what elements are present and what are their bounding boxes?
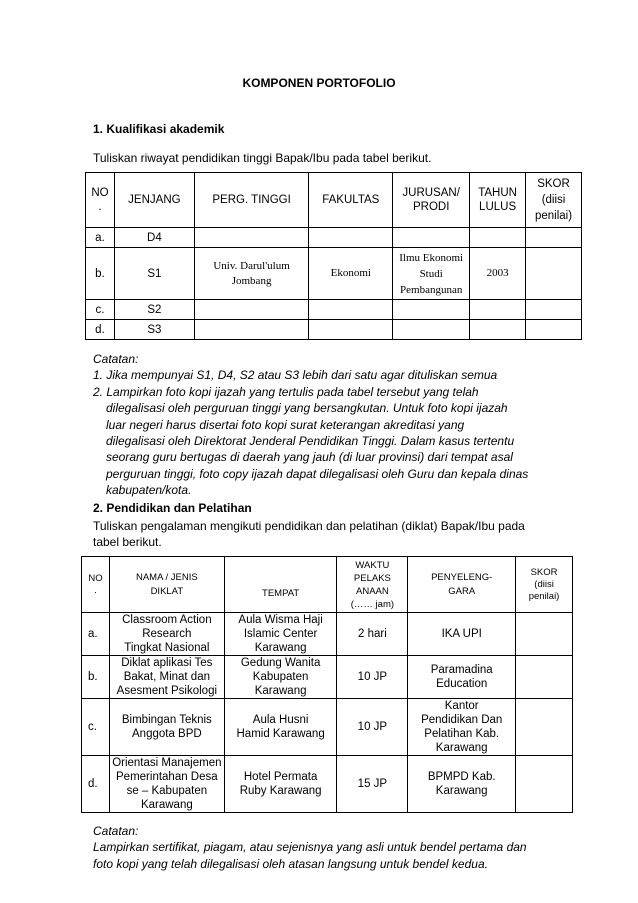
header-tempat: TEMPAT	[224, 557, 337, 613]
cell-fakultas	[309, 300, 393, 320]
cell-no: d.	[82, 756, 110, 813]
cell-penyelenggara: BPMPD Kab. Karawang	[408, 756, 516, 813]
cell-jurusan	[393, 228, 470, 248]
training-table-header	[82, 557, 573, 613]
table-row	[82, 699, 573, 756]
cell-skor	[516, 656, 573, 699]
academic-table	[85, 172, 582, 340]
header-nama-diklat: NAMA / JENIS DIKLAT	[109, 557, 224, 613]
academic-table-header	[86, 173, 582, 228]
cell-perg-tinggi	[194, 228, 309, 248]
section1-heading: 1. Kualifikasi akademik	[93, 122, 225, 136]
cell-perg-tinggi: Univ. Darul'ulum Jombang	[194, 248, 309, 300]
note-item-2-line: luar negeri harus disertai foto kopi surat keterangan akreditasi yang	[106, 417, 465, 432]
note-item-2-line: dilegalisasi oleh perguruan tinggi yang bersangkutan. Untuk foto kopi ijazah	[106, 401, 508, 416]
cell-tempat: Aula Husni Hamid Karawang	[224, 699, 337, 756]
cell-nama-diklat: Orientasi Manajemen Pemerintahan Desa se – Kabupaten Karawang	[109, 756, 224, 813]
cell-skor	[516, 699, 573, 756]
cell-waktu: 2 hari	[337, 613, 408, 656]
note-item-2-line: kabupaten/kota.	[106, 483, 192, 498]
note-item-2-line: dilegalisasi oleh Direktorat Jenderal Pendidikan Tinggi. Dalam kasus tertentu	[106, 434, 515, 449]
cell-no: a.	[86, 228, 115, 248]
cell-waktu: 15 JP	[337, 756, 408, 813]
table-row	[82, 613, 573, 656]
cell-tahun	[470, 320, 526, 340]
cell-jenjang: S2	[114, 300, 194, 320]
table-row	[86, 248, 582, 300]
section2-heading: 2. Pendidikan dan Pelatihan	[93, 501, 252, 515]
header-jurusan: JURUSAN/ PRODI	[393, 173, 470, 228]
cell-no: b.	[82, 656, 110, 699]
note-label: Catatan:	[93, 352, 139, 366]
cell-tahun	[470, 228, 526, 248]
cell-tempat: Hotel Permata Ruby Karawang	[224, 756, 337, 813]
cell-penyelenggara: IKA UPI	[408, 613, 516, 656]
section1-note	[93, 351, 563, 499]
header-penyelenggara: PENYELENG- GARA	[408, 557, 516, 613]
cell-nama-diklat: Diklat aplikasi Tes Bakat, Minat dan Asesment Psikologi	[109, 656, 224, 699]
section2-intro: Tuliskan pengalaman mengikuti pendidikan dan pelatihan (diklat) Bapak/Ibu pada tabel berikut.	[93, 519, 525, 549]
cell-jenjang: S3	[114, 320, 194, 340]
training-table	[81, 556, 573, 813]
section2-note	[93, 823, 573, 872]
header-perg-tinggi: PERG. TINGGI	[194, 173, 309, 228]
header-waktu: WAKTU PELAKS ANAAN (…… jam)	[337, 557, 408, 613]
table-row	[82, 656, 573, 699]
note-line: Lampirkan sertifikat, piagam, atau sejenisnya yang asli untuk bendel pertama dan	[93, 840, 527, 855]
cell-no: d.	[86, 320, 115, 340]
cell-tempat: Gedung Wanita Kabupaten Karawang	[224, 656, 337, 699]
table-row	[86, 228, 582, 248]
cell-no: c.	[86, 300, 115, 320]
cell-tahun	[470, 300, 526, 320]
header-fakultas: FAKULTAS	[309, 173, 393, 228]
cell-tempat: Aula Wisma Haji Islamic Center Karawang	[224, 613, 337, 656]
cell-penyelenggara: Paramadina Education	[408, 656, 516, 699]
header-skor: SKOR (diisi penilai)	[516, 557, 573, 613]
cell-skor	[526, 320, 582, 340]
header-tahun: TAHUN LULUS	[470, 173, 526, 228]
cell-jurusan	[393, 320, 470, 340]
cell-skor	[526, 228, 582, 248]
table-row	[86, 320, 582, 340]
cell-tahun: 2003	[470, 248, 526, 300]
note-item-2-line: perguruan tinggi, foto copy ijazah dapat dilegalisasi oleh Guru dan kepala dinas	[106, 466, 529, 481]
cell-jenjang: S1	[114, 248, 194, 300]
cell-no: b.	[86, 248, 115, 300]
header-no: NO .	[86, 173, 115, 228]
note-label: Catatan:	[93, 824, 139, 838]
table-row	[82, 756, 573, 813]
note-item-2-line: 2. Lampirkan foto kopi ijazah yang tertulis pada tabel tersebut yang telah	[93, 384, 479, 399]
cell-no: a.	[82, 613, 110, 656]
cell-penyelenggara: Kantor Pendidikan Dan Pelatihan Kab. Karawang	[408, 699, 516, 756]
cell-fakultas: Ekonomi	[309, 248, 393, 300]
cell-skor	[526, 300, 582, 320]
cell-perg-tinggi	[194, 300, 309, 320]
cell-no: c.	[82, 699, 110, 756]
cell-perg-tinggi	[194, 320, 309, 340]
table-row	[86, 300, 582, 320]
header-skor: SKOR (diisi penilai)	[526, 173, 582, 228]
cell-nama-diklat: Classroom Action Research Tingkat Nasional	[109, 613, 224, 656]
cell-nama-diklat: Bimbingan Teknis Anggota BPD	[109, 699, 224, 756]
note-item-2-line: seorang guru bertugas di daerah yang jauh (di luar provinsi) dari tempat asal	[106, 450, 513, 465]
cell-skor	[526, 248, 582, 300]
header-no: NO .	[82, 557, 110, 613]
cell-jurusan: Ilmu Ekonomi Studi Pembangunan	[393, 248, 470, 300]
cell-fakultas	[309, 228, 393, 248]
section1-intro: Tuliskan riwayat pendidikan tinggi Bapak/Ibu pada tabel berikut.	[93, 151, 432, 165]
cell-waktu: 10 JP	[337, 656, 408, 699]
cell-jenjang: D4	[114, 228, 194, 248]
cell-jurusan	[393, 300, 470, 320]
header-jenjang: JENJANG	[114, 173, 194, 228]
cell-skor	[516, 613, 573, 656]
page-title: KOMPONEN PORTOFOLIO	[242, 76, 396, 90]
note-line: foto kopi yang telah dilegalisasi oleh atasan langsung untuk bendel kedua.	[93, 856, 488, 871]
note-item-1: 1. Jika mempunyai S1, D4, S2 atau S3 lebih dari satu agar dituliskan semua	[93, 368, 498, 383]
cell-skor	[516, 756, 573, 813]
cell-fakultas	[309, 320, 393, 340]
cell-waktu: 10 JP	[337, 699, 408, 756]
